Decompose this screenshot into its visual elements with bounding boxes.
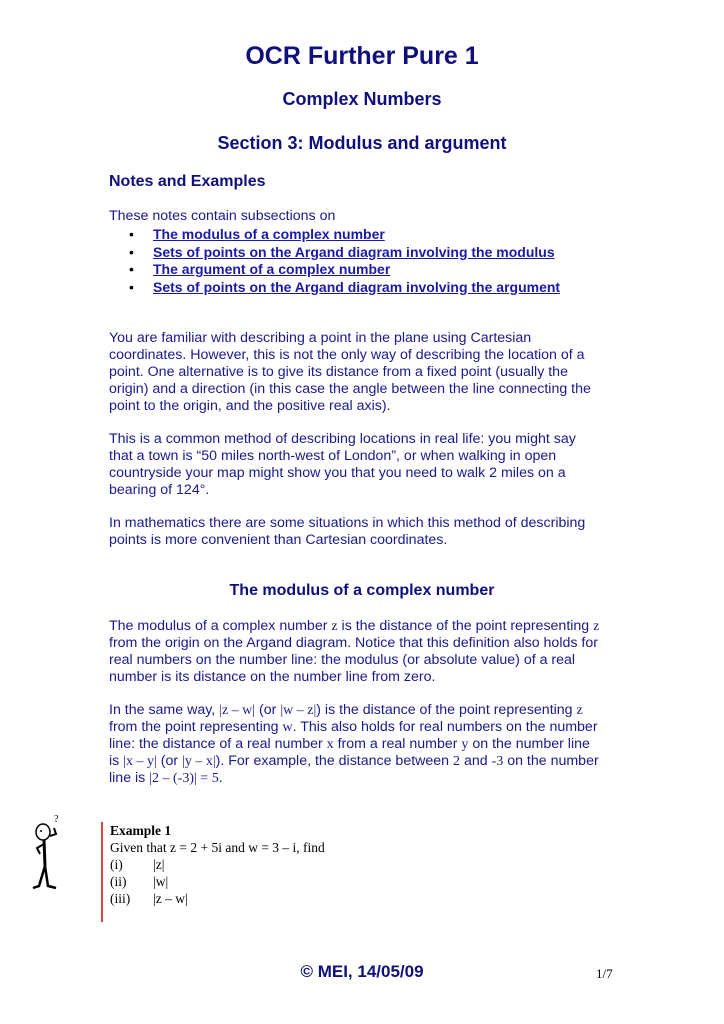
example-accent-bar bbox=[101, 822, 103, 922]
link-sets-modulus[interactable]: Sets of points on the Argand diagram involving the modulus bbox=[153, 243, 555, 260]
list-item bbox=[109, 261, 560, 279]
text-line: point. One alternative is to give its distance from a fixed point (usually the bbox=[109, 364, 568, 380]
svg-text:?: ? bbox=[54, 814, 59, 825]
example-item: (iii) |z – w| bbox=[110, 891, 188, 906]
paragraph-modulus-definition bbox=[109, 618, 619, 686]
list-item bbox=[109, 279, 560, 297]
text-line: real numbers on the number line: the modulus (or absolute value) of a real bbox=[109, 652, 576, 668]
text-line: from the origin on the Argand diagram. Notice that this definition also holds for bbox=[109, 635, 598, 651]
text-line: bearing of 124°. bbox=[109, 482, 210, 498]
paragraph-cartesian bbox=[109, 330, 619, 415]
paragraph-real-life bbox=[109, 431, 619, 499]
text-line: points is more convenient than Cartesian coordinates. bbox=[109, 532, 448, 548]
bullet-icon: • bbox=[129, 226, 134, 242]
text-line: line: the distance of a real number x from a real number y on the number line bbox=[109, 736, 590, 752]
list-item bbox=[109, 226, 560, 244]
paragraph-mathematics bbox=[109, 515, 619, 549]
text-line: coordinates. However, this is not the only way of describing the location of a bbox=[109, 347, 585, 363]
text-line: In the same way, |z – w| (or |w – z|) is the distance of the point representing z bbox=[109, 702, 583, 718]
text-line: The modulus of a complex number z is the distance of the point representing z bbox=[109, 618, 600, 634]
document-title: OCR Further Pure 1 bbox=[245, 42, 479, 70]
bullet-icon: • bbox=[129, 278, 134, 295]
section-heading-modulus: The modulus of a complex number bbox=[229, 582, 495, 599]
example-prompt: Given that z = 2 + 5i and w = 3 – i, find bbox=[110, 840, 325, 855]
thinking-stick-figure-icon bbox=[28, 812, 78, 894]
link-modulus[interactable]: The modulus of a complex number bbox=[153, 226, 385, 242]
text-line: that a town is “50 miles north-west of London”, or when walking in open bbox=[109, 448, 557, 464]
text-line: is |x – y| (or |y – x|). For example, the distance between 2 and -3 on the number bbox=[109, 753, 599, 769]
bullet-icon: • bbox=[129, 261, 134, 277]
link-argument[interactable]: The argument of a complex number bbox=[153, 261, 391, 277]
bullet-icon: • bbox=[129, 243, 134, 260]
example-title: Example 1 bbox=[110, 823, 172, 838]
topic-title: Complex Numbers bbox=[282, 89, 442, 109]
footer-copyright: © MEI, 14/05/09 bbox=[300, 962, 424, 981]
text-line: point to the origin, and the positive real axis). bbox=[109, 398, 391, 414]
text-line: from the point representing w. This also holds for real numbers on the number bbox=[109, 719, 598, 735]
text-line: origin) and a direction (in this case the angle between the line connecting the bbox=[109, 381, 591, 397]
text-line: This is a common method of describing locations in real life: you might say bbox=[109, 431, 576, 447]
subsection-link-list bbox=[109, 226, 560, 296]
text-line: line is |2 – (-3)| = 5. bbox=[109, 770, 223, 786]
page-number: 1/7 bbox=[596, 966, 613, 981]
link-sets-argument[interactable]: Sets of points on the Argand diagram involving the argument bbox=[153, 278, 561, 295]
paragraph-distance bbox=[109, 702, 619, 787]
example-1-box bbox=[110, 822, 325, 907]
list-item bbox=[109, 244, 560, 262]
text-line: countryside your map might show you that you need to walk 2 miles on a bbox=[109, 465, 566, 481]
text-line: In mathematics there are some situations in which this method of describing bbox=[109, 515, 586, 531]
section-title: Section 3: Modulus and argument bbox=[217, 133, 507, 153]
notes-heading: Notes and Examples bbox=[109, 173, 266, 190]
text-line: You are familiar with describing a point in the plane using Cartesian bbox=[109, 330, 532, 346]
example-item: (ii) |w| bbox=[110, 874, 169, 889]
example-item: (i) |z| bbox=[110, 857, 165, 872]
intro-line: These notes contain subsections on bbox=[109, 208, 336, 224]
text-line: number is its distance on the number line from zero. bbox=[109, 669, 436, 685]
